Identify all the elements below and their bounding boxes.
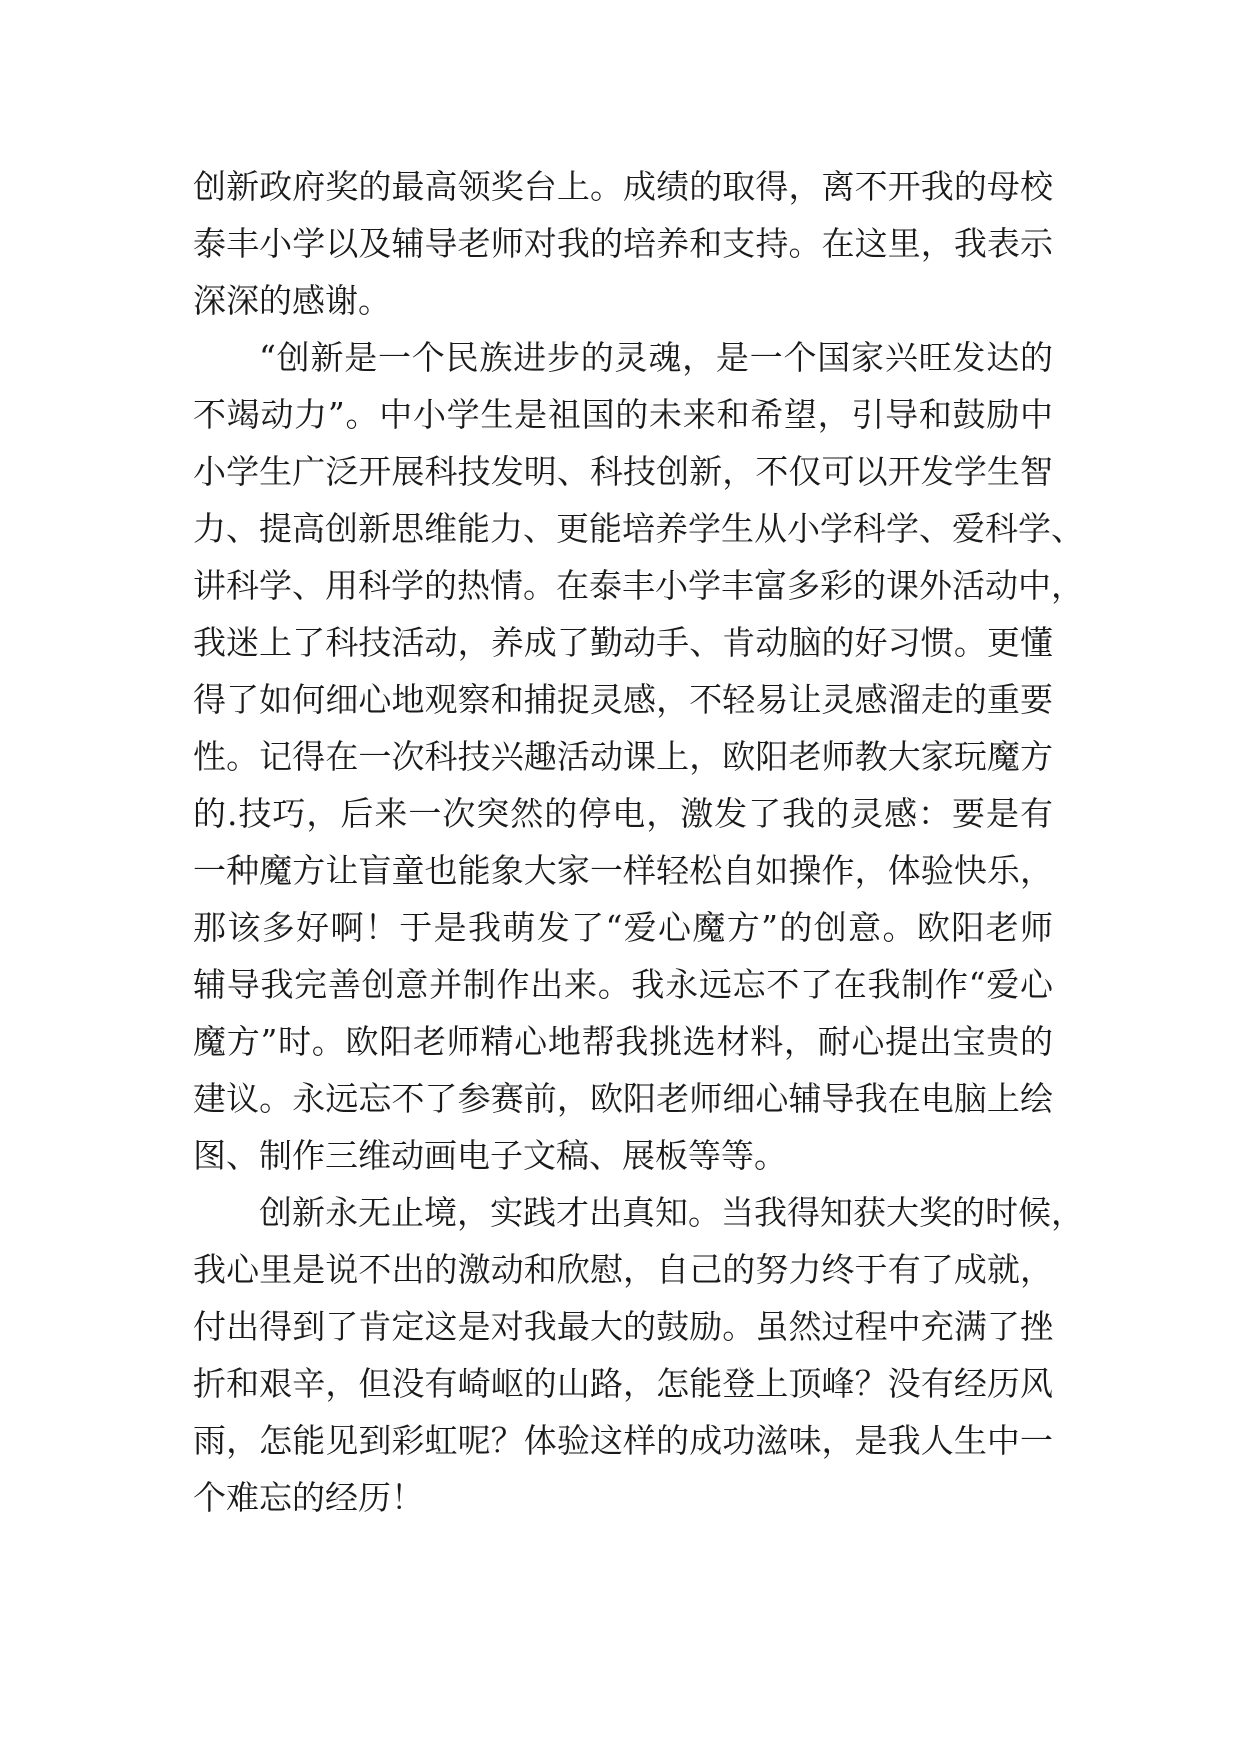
- text-line: “创新是一个民族进步的灵魂，是一个国家兴旺发达的: [259, 338, 1053, 377]
- text-line: 我心里是说不出的激动和欣慰，自己的努力终于有了成就，: [193, 1250, 1053, 1289]
- paragraph-3: [193, 1184, 1084, 1526]
- text-line: 讲科学、用科学的热情。在泰丰小学丰富多彩的课外活动中，: [193, 566, 1084, 605]
- text-line: 创新政府奖的最高领奖台上。成绩的取得，离不开我的母校: [193, 167, 1053, 206]
- text-line: 深深的感谢。: [193, 281, 391, 320]
- text-line: 我迷上了科技活动，养成了勤动手、肯动脑的好习惯。更懂: [193, 623, 1053, 662]
- text-line: 得了如何细心地观察和捕捉灵感，不轻易让灵感溜走的重要: [193, 680, 1053, 719]
- text-line: 一种魔方让盲童也能象大家一样轻松自如操作，体验快乐，: [193, 851, 1053, 890]
- text-line: 建议。永远忘不了参赛前，欧阳老师细心辅导我在电脑上绘: [193, 1079, 1053, 1118]
- text-line: 图、制作三维动画电子文稿、展板等等。: [193, 1136, 787, 1175]
- text-line: 辅导我完善创意并制作出来。我永远忘不了在我制作“爱心: [193, 965, 1053, 1004]
- paragraph-1: [193, 158, 1053, 329]
- text-line: 小学生广泛开展科技发明、科技创新，不仅可以开发学生智: [193, 452, 1053, 491]
- paragraph-2: [193, 329, 1084, 1184]
- text-line: 的.技巧，后来一次突然的停电，激发了我的灵感：要是有: [193, 794, 1053, 833]
- text-line: 不竭动力”。中小学生是祖国的未来和希望，引导和鼓励中: [193, 395, 1053, 434]
- text-line: 创新永无止境，实践才出真知。当我得知获大奖的时候，: [259, 1193, 1084, 1232]
- text-line: 魔方”时。欧阳老师精心地帮我挑选材料，耐心提出宝贵的: [193, 1022, 1053, 1061]
- text-line: 力、提高创新思维能力、更能培养学生从小学科学、爱科学、: [193, 509, 1084, 548]
- text-line: 个难忘的经历！: [193, 1478, 424, 1517]
- text-line: 性。记得在一次科技兴趣活动课上，欧阳老师教大家玩魔方: [193, 737, 1053, 776]
- body-text: [193, 158, 1084, 1526]
- text-line: 折和艰辛，但没有崎岖的山路，怎能登上顶峰？没有经历风: [193, 1364, 1053, 1403]
- text-line: 那该多好啊！于是我萌发了“爱心魔方”的创意。欧阳老师: [193, 908, 1053, 947]
- text-line: 泰丰小学以及辅导老师对我的培养和支持。在这里，我表示: [193, 224, 1053, 263]
- text-line: 付出得到了肯定这是对我最大的鼓励。虽然过程中充满了挫: [193, 1307, 1053, 1346]
- text-line: 雨，怎能见到彩虹呢？体验这样的成功滋味，是我人生中一: [193, 1421, 1053, 1460]
